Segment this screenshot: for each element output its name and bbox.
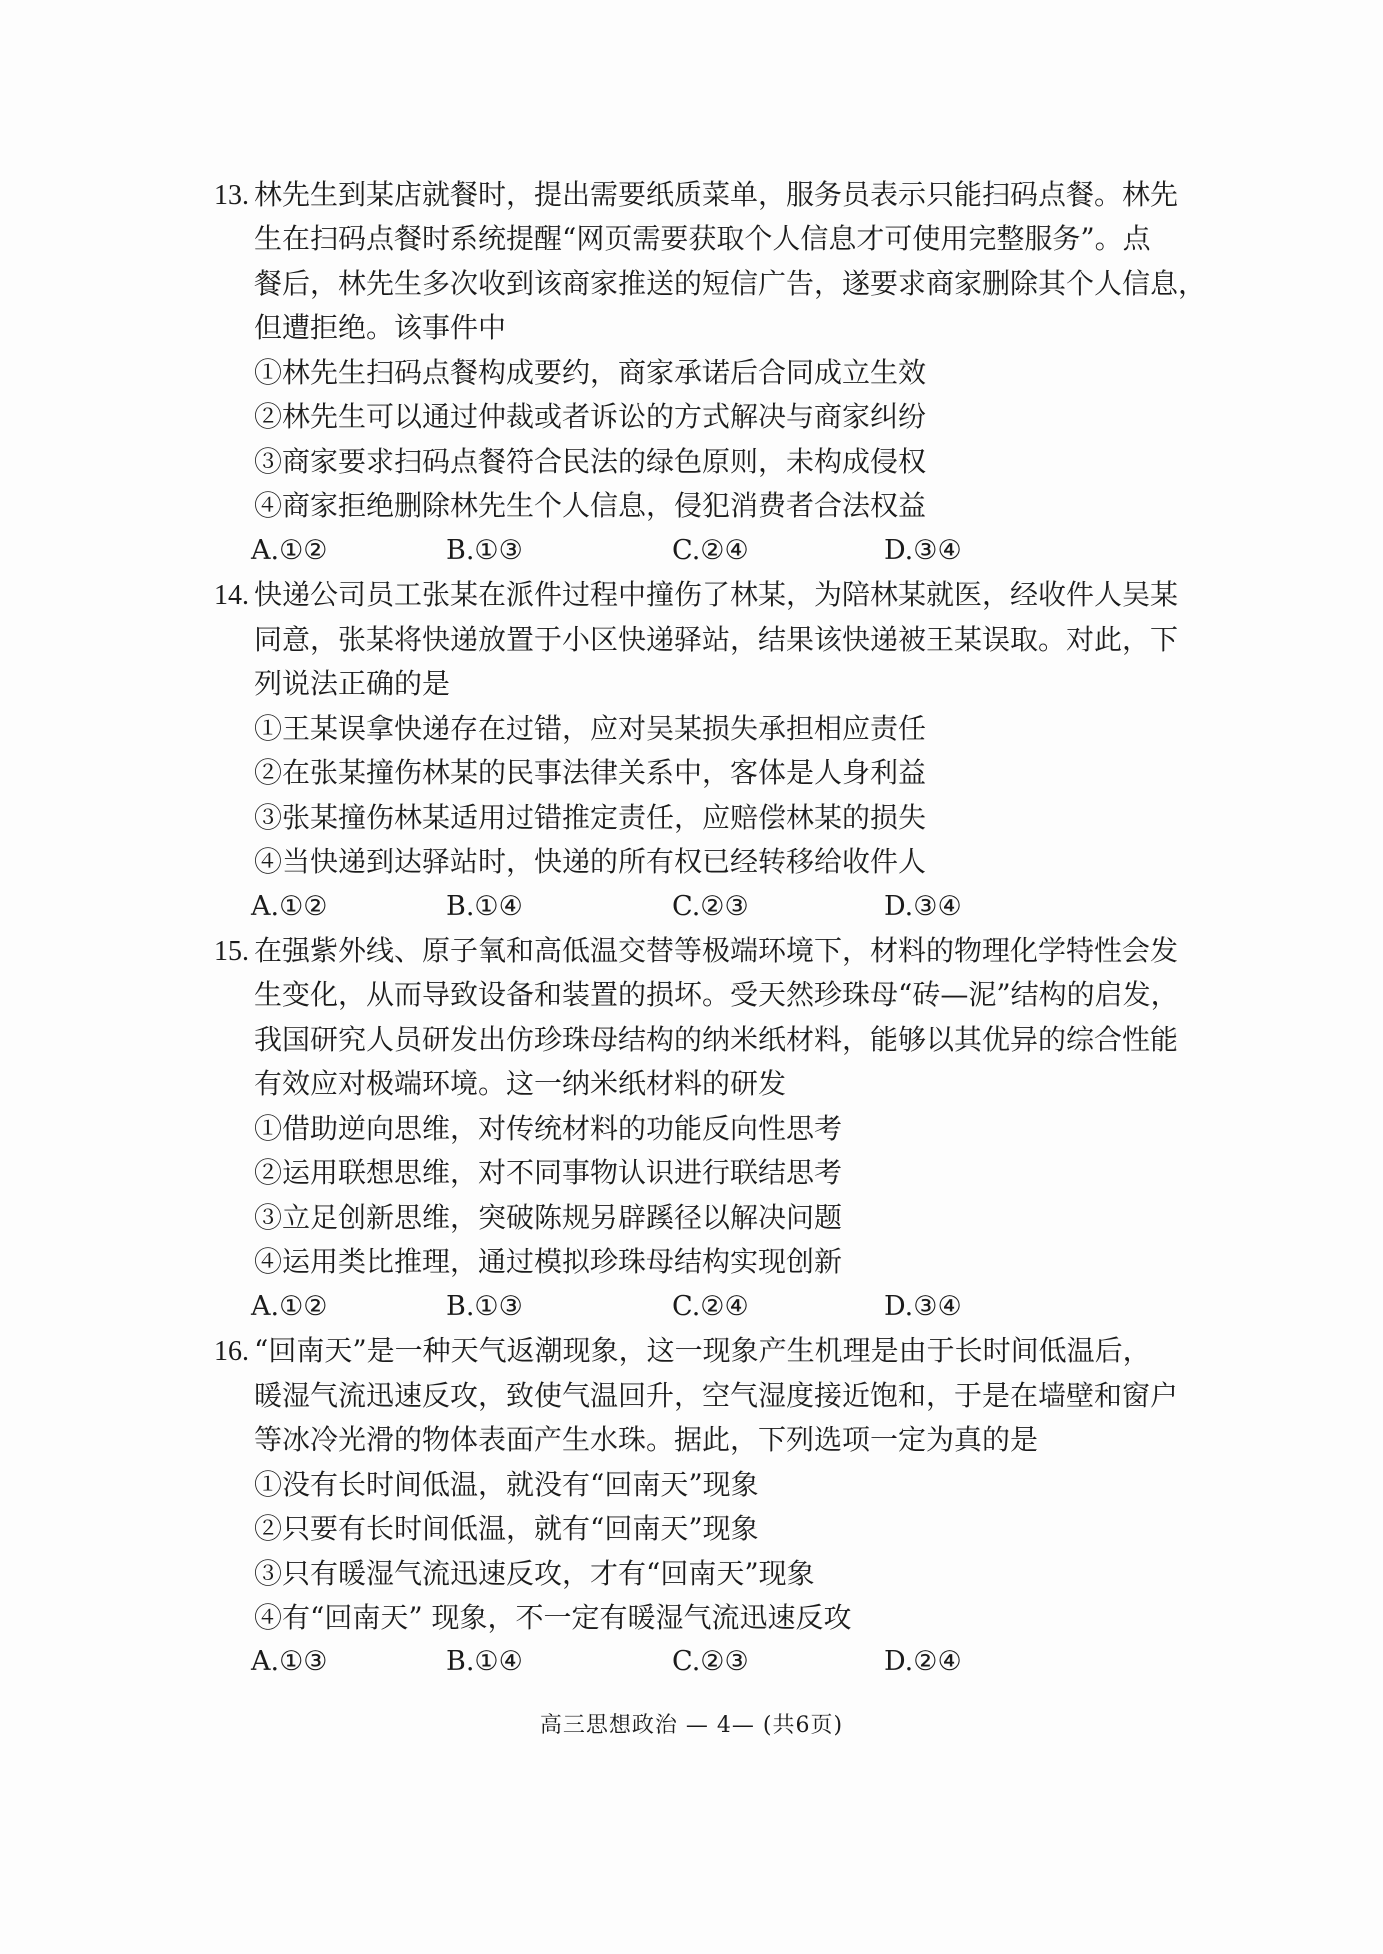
statement-item: ②林先生可以通过仲裁或者诉讼的方式解决与商家纠纷 xyxy=(254,400,927,434)
question-stem-line: 生变化，从而导致设备和装置的损坏。受天然珍珠母“砖—泥”结构的启发， xyxy=(254,978,1179,1012)
question-list xyxy=(214,173,1214,1685)
question-13 xyxy=(214,173,1214,573)
question-14 xyxy=(214,573,1214,929)
statement-item: ②运用联想思维，对不同事物认识进行联结思考 xyxy=(254,1156,843,1190)
statement-item: ④商家拒绝删除林先生个人信息，侵犯消费者合法权益 xyxy=(254,489,927,523)
statement-item: ③张某撞伤林某适用过错推定责任，应赔偿林某的损失 xyxy=(254,800,927,834)
option-b: B.①③ xyxy=(446,534,523,566)
option-a: A.①② xyxy=(251,890,328,922)
statement-item: ③只有暖湿气流迅速反攻，才有“回南天”现象 xyxy=(254,1556,815,1590)
option-b: B.①③ xyxy=(446,1290,523,1322)
statement-item: ③立足创新思维，突破陈规另辟蹊径以解决问题 xyxy=(254,1200,843,1234)
stem-text: “回南天”是一种天气返潮现象，这一现象产生机理是由于长时间低温后， xyxy=(254,1334,1151,1368)
statement-item: ①王某误拿快递存在过错，应对吴某损失承担相应责任 xyxy=(254,711,927,745)
question-stem-line xyxy=(214,573,1214,617)
question-stem-line: 等冰冷光滑的物体表面产生水珠。据此，下列选项一定为真的是 xyxy=(254,1423,1039,1457)
page-footer: 高三思想政治 — 4— (共6页) xyxy=(539,1713,844,1738)
option-c: C.②③ xyxy=(672,1646,749,1678)
answer-options xyxy=(214,1640,1214,1684)
statement-item: ④有“回南天” 现象，不一定有暖湿气流迅速反攻 xyxy=(254,1601,852,1634)
question-stem-line xyxy=(214,929,1214,973)
answer-options xyxy=(214,885,1214,929)
question-15 xyxy=(214,929,1214,1329)
question-number: 14. xyxy=(214,580,249,612)
option-d: D.③④ xyxy=(884,534,962,566)
question-stem-line: 但遭拒绝。该事件中 xyxy=(254,311,507,345)
statement-item: ③商家要求扫码点餐符合民法的绿色原则，未构成侵权 xyxy=(254,444,927,478)
question-stem-line: 暖湿气流迅速反攻，致使气温回升，空气湿度接近饱和，于是在墙壁和窗户 xyxy=(254,1378,1179,1412)
option-c: C.②④ xyxy=(672,534,749,566)
option-c: C.②③ xyxy=(672,890,749,922)
answer-options xyxy=(214,529,1214,573)
stem-text: 林先生到某店就餐时，提出需要纸质菜单，服务员表示只能扫码点餐。林先 xyxy=(254,178,1179,211)
question-number: 16. xyxy=(214,1336,249,1368)
option-b: B.①④ xyxy=(446,890,523,922)
question-number: 15. xyxy=(214,935,249,967)
question-number: 13. xyxy=(214,180,249,211)
question-stem-line: 餐后，林先生多次收到该商家推送的短信广告，遂要求商家删除其个人信息， xyxy=(254,266,1207,300)
option-a: A.①③ xyxy=(251,1646,328,1678)
statement-item: ②只要有长时间低温，就有“回南天”现象 xyxy=(254,1512,759,1546)
question-stem-line: 生在扫码点餐时系统提醒“网页需要获取个人信息才可使用完整服务”。点 xyxy=(254,222,1151,256)
answer-options xyxy=(214,1285,1214,1329)
option-c: C.②④ xyxy=(672,1290,749,1322)
statement-item: ①没有长时间低温，就没有“回南天”现象 xyxy=(254,1467,759,1501)
question-stem-line xyxy=(214,173,1214,217)
statement-item: ①林先生扫码点餐构成要约，商家承诺后合同成立生效 xyxy=(254,355,927,389)
stem-text: 在强紫外线、原子氧和高低温交替等极端环境下，材料的物理化学特性会发 xyxy=(254,933,1179,967)
statement-item: ①借助逆向思维，对传统材料的功能反向性思考 xyxy=(254,1111,843,1145)
question-stem-line: 同意，张某将快递放置于小区快递驿站，结果该快递被王某误取。对此，下 xyxy=(254,622,1179,656)
option-a: A.①② xyxy=(251,534,328,566)
option-a: A.①② xyxy=(251,1290,328,1322)
option-d: D.②④ xyxy=(884,1646,962,1678)
question-stem-line: 我国研究人员研发出仿珍珠母结构的纳米纸材料，能够以其优异的综合性能 xyxy=(254,1022,1179,1056)
stem-text: 快递公司员工张某在派件过程中撞伤了林某，为陪林某就医，经收件人吴某 xyxy=(254,578,1179,612)
statement-item: ④运用类比推理，通过模拟珍珠母结构实现创新 xyxy=(254,1245,843,1279)
question-stem-line: 列说法正确的是 xyxy=(254,667,451,701)
option-d: D.③④ xyxy=(884,890,962,922)
question-stem-line: 有效应对极端环境。这一纳米纸材料的研发 xyxy=(254,1067,787,1101)
option-d: D.③④ xyxy=(884,1290,962,1322)
question-stem-line xyxy=(214,1329,1214,1373)
statement-item: ④当快递到达驿站时，快递的所有权已经转移给收件人 xyxy=(254,845,927,879)
question-16 xyxy=(214,1329,1214,1685)
option-b: B.①④ xyxy=(446,1646,523,1678)
statement-item: ②在张某撞伤林某的民事法律关系中，客体是人身利益 xyxy=(254,756,927,790)
